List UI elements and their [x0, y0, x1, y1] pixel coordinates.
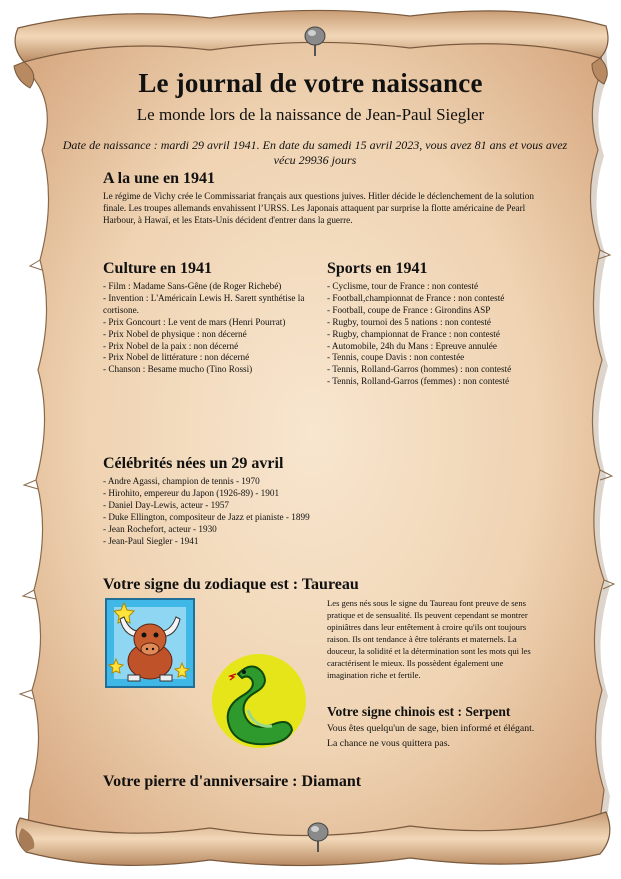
headline-text: Le régime de Vichy crée le Commissariat français aux questions juives. Hitler décide le déclenchement de la solution finale. Les troupes allemands envahissent l’URSS. Les Japonais attaquent par surprise la flotte américaine de Pearl Harbour, à Hawaï, et les Etats-Unis décident d'entrer dans la guerre. — [103, 191, 534, 225]
list-item: - Tennis, Rolland-Garros (hommes) : non contesté — [327, 364, 512, 375]
zodiac-heading: Votre signe du zodiaque est : Taureau — [103, 576, 359, 593]
list-item: - Prix Nobel de littérature : non décerné — [103, 352, 250, 363]
list-item: - Rugby, championnat de France : non contesté — [327, 328, 500, 339]
celebrities-list — [103, 476, 403, 547]
chinese-heading: Votre signe chinois est : Serpent — [327, 704, 511, 719]
taurus-bull-icon — [104, 597, 196, 689]
top-pushpin-icon — [300, 22, 330, 58]
list-item: - Jean-Paul Siegler - 1941 — [103, 535, 199, 546]
list-item: - Football, coupe de France : Girondins ASP — [327, 304, 491, 315]
list-item: - Cyclisme, tour de France : non contesté — [327, 281, 479, 291]
list-item: - Andre Agassi, champion de tennis - 1970 — [103, 476, 260, 486]
list-item: - Prix Nobel de la paix : non décerné — [103, 340, 239, 351]
list-item: - Daniel Day-Lewis, acteur - 1957 — [103, 499, 230, 510]
celebrities-heading: Célébrités nées un 29 avril — [103, 455, 284, 472]
list-item: - Duke Ellington, compositeur de Jazz et pianiste - 1899 — [103, 511, 310, 522]
headline-heading: A la une en 1941 — [103, 170, 216, 187]
list-item: - Prix Nobel de physique : non décerné — [103, 328, 247, 339]
list-item: - Jean Rochefort, acteur - 1930 — [103, 523, 217, 534]
sports-heading: Sports en 1941 — [327, 260, 428, 277]
snake-icon — [208, 650, 310, 750]
culture-list — [103, 281, 318, 376]
list-item: - Automobile, 24h du Mans : Epreuve annulée — [327, 340, 497, 351]
sports-list — [327, 281, 547, 388]
culture-heading: Culture en 1941 — [103, 260, 213, 277]
list-item: - Hirohito, empereur du Japon (1926-89) - 1901 — [103, 487, 280, 498]
zodiac-text: Les gens nés sous le signe du Taureau font preuve de sens pratique et de sensualité. Ils peuvent cependant se montrer opiniâtres dans leur entêtement à croire qu'ils ont toujours raison. Ils ont tendance à être tolérants et maternels. La douceur, la solidité et la détermination sont les mots qui les caractérisent le mieux. Ils possèdent également une imagination riche et fertile. — [327, 598, 531, 680]
list-item: - Tennis, coupe Davis : non contestée — [327, 352, 465, 363]
list-item: - Prix Goncourt : Le vent de mars (Henri Pourrat) — [103, 316, 286, 327]
list-item: - Football,championnat de France : non contesté — [327, 292, 505, 303]
list-item: - Invention : L'Américain Lewis H. Sarett synthétise la cortisone. — [103, 292, 305, 315]
birthstone-heading: Votre pierre d'anniversaire : Diamant — [103, 773, 362, 790]
list-item: - Chanson : Besame mucho (Tino Rossi) — [103, 364, 253, 375]
list-item: - Rugby, tournoi des 5 nations : non contesté — [327, 316, 491, 327]
birth-info: Date de naissance : mardi 29 avril 1941. En date du samedi 15 avril 2023, vous avez 81 ans et vous avez vécu 29936 jours — [62, 138, 568, 167]
page-subtitle: Le monde lors de la naissance de Jean-Paul Siegler — [136, 105, 485, 124]
list-item: - Film : Madame Sans-Gêne (de Roger Richebé) — [103, 281, 282, 291]
bottom-pushpin-icon — [303, 818, 333, 854]
chinese-text: Vous êtes quelqu'un de sage, bien informé et élégant. La chance ne vous quittera pas. — [327, 723, 535, 749]
list-item: - Tennis, Rolland-Garros (femmes) : non contesté — [327, 376, 510, 387]
page-title: Le journal de votre naissance — [138, 68, 483, 98]
